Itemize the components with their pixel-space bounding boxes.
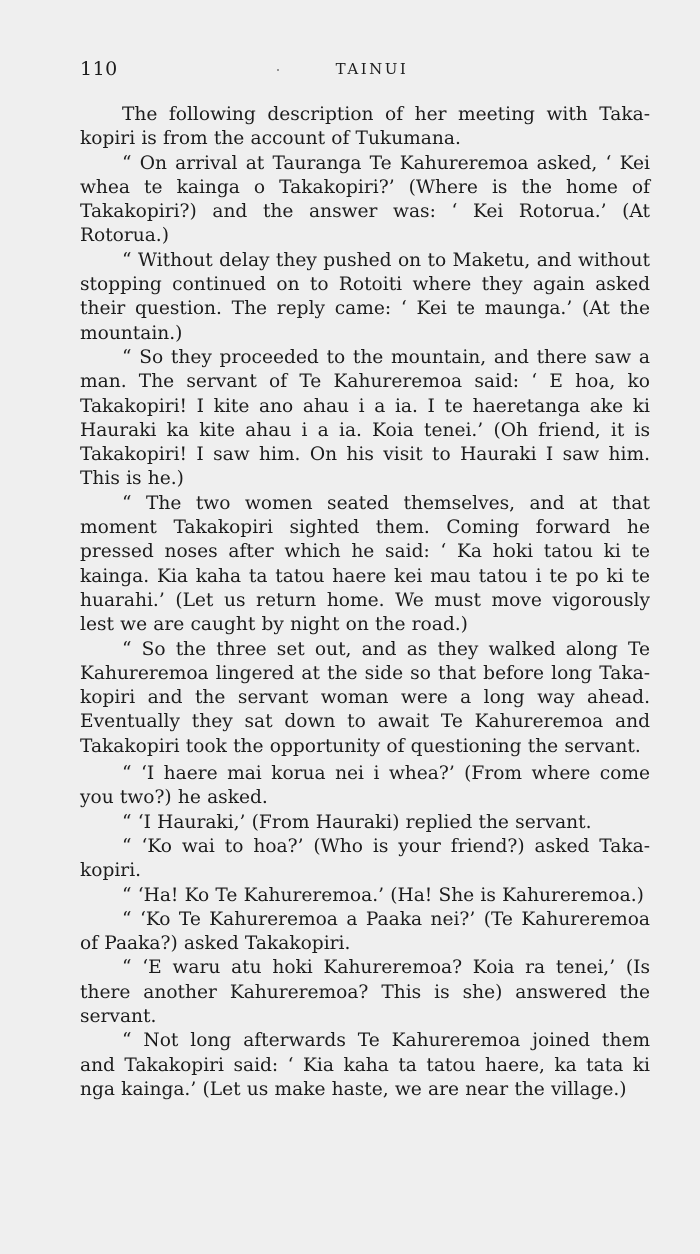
- paragraph: “ The two women seated themselves, and at that moment Takakopiri sighted them. Coming forward he pressed noses after which he said: ‘ Ka hoki tatou ki te kainga. Kia kaha ta tatou haere kei mau tatou i te po ki te huarahi.’ (Let us return home. We must move vigorously lest we are caught by night on the road.): [80, 492, 650, 636]
- paragraph: “ ‘I haere mai korua nei i whea?’ (From where come you two?) he asked.: [80, 763, 650, 809]
- paragraph: “ ‘I Hauraki,’ (From Hauraki) replied the servant.: [122, 811, 592, 833]
- paragraph: “ ‘Ha! Ko Te Kahureremoa.’ (Ha! She is Kahureremoa.): [122, 884, 644, 906]
- running-head: TAINUI: [335, 60, 409, 78]
- paragraph: “ On arrival at Tauranga Te Kahureremoa asked, ‘ Kei whea te kainga o Takakopiri?’ (Where is the home of Takakopiri?) and the answer was: ‘ Kei Rotorua.’ (At Rotorua.): [80, 152, 650, 247]
- paragraph: “ ‘Ko wai to hoa?’ (Who is your friend?) asked Takakopiri.: [80, 835, 650, 882]
- page-header: [80, 58, 650, 84]
- paragraph: “ So the three set out, and as they walked along Te Kahureremoa lingered at the side so that before long Takakopiri and the servant woman were a long way ahead. Eventually they sat down to await Te Kahureremoa and Takakopiri took the opportunity of questioning the servant.: [80, 638, 650, 757]
- paragraph: “ ‘Ko Te Kahureremoa a Paaka nei?’ (Te Kahureremoa of Paaka?) asked Takakopiri.: [80, 908, 650, 955]
- page-number: 110: [80, 58, 118, 80]
- paragraph: “ Not long afterwards Te Kahureremoa joined them and Takakopiri said: ‘ Kia kaha ta tatou haere, ka tata ki nga kainga.’ (Let us make haste, we are near the village.): [80, 1030, 650, 1100]
- paragraph: “ Without delay they pushed on to Maketu, and without stopping continued on to Rotoiti where they again asked their question. The reply came: ‘ Kei te maunga.’ (At the mountain.): [80, 249, 650, 344]
- body-text: [80, 103, 650, 1102]
- paragraph: The following description of her meeting with Takakopiri is from the account of Tukumana.: [80, 104, 650, 150]
- paragraph: “ ‘E waru atu hoki Kahureremoa? Koia ra tenei,’ (Is there another Kahureremoa? This is she) answered the servant.: [80, 957, 650, 1027]
- paragraph: “ So they proceeded to the mountain, and there saw a man. The servant of Te Kahureremoa said: ‘ E hoa, ko Takakopiri! I kite ano ahau i a ia. I te haeretanga ake ki Hauraki ka kite ahau i a ia. Koia tenei.’ (Oh friend, it is Takakopiri! I saw him. On his visit to Hauraki I saw him. This is he.): [80, 346, 650, 490]
